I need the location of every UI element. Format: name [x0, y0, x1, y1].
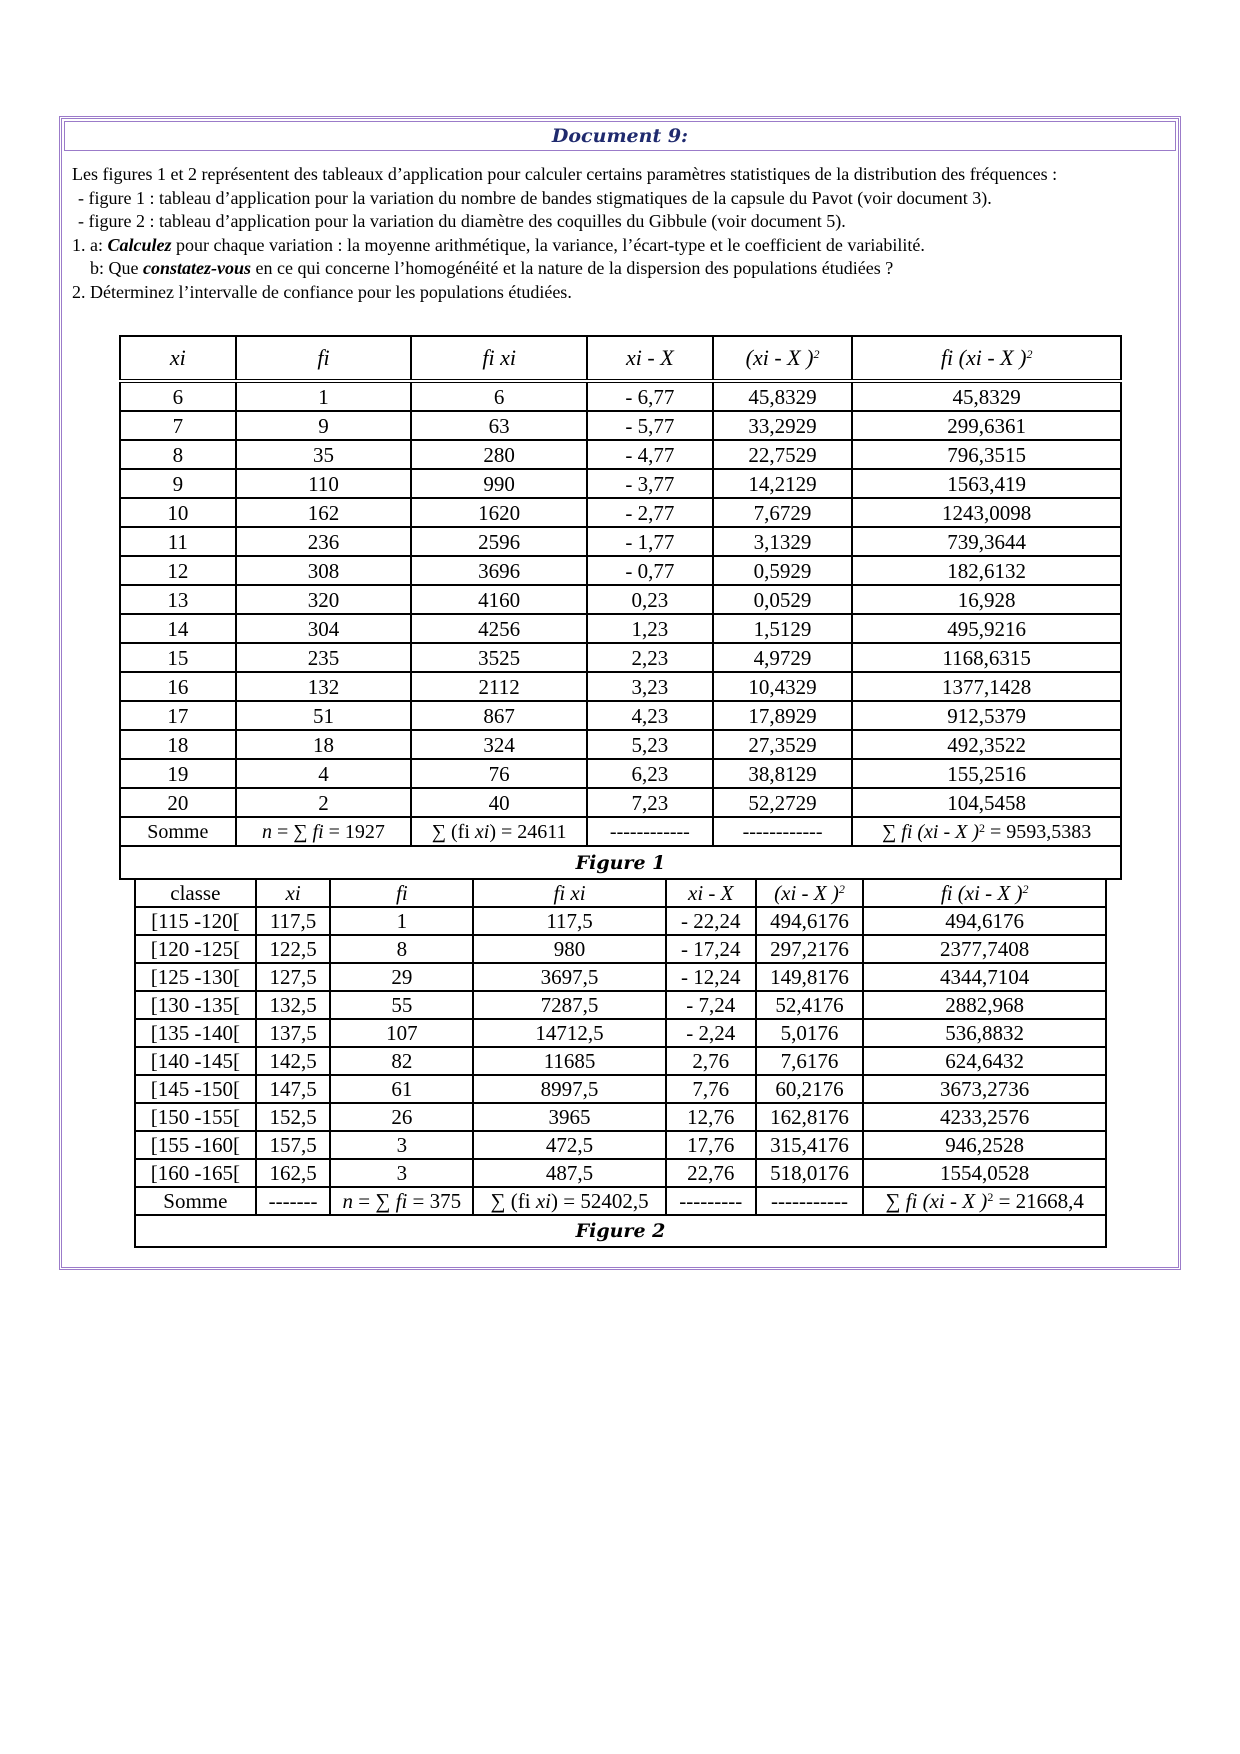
table-cell: 472,5	[473, 1131, 666, 1159]
figure2-caption-row	[135, 1215, 1106, 1247]
figure2-row	[135, 1159, 1106, 1187]
table-cell: 127,5	[256, 963, 331, 991]
question-1b-verb: constatez-vous	[143, 258, 251, 278]
table-cell: 17	[120, 701, 236, 730]
table-cell: 132	[236, 672, 412, 701]
header-cell	[863, 879, 1106, 907]
table-cell: 1620	[411, 498, 587, 527]
figure1-row	[120, 730, 1121, 759]
table-cell: 110	[236, 469, 412, 498]
table-cell: 3673,2736	[863, 1075, 1106, 1103]
figure1-table	[119, 335, 1122, 880]
figure2-row	[135, 963, 1106, 991]
table-cell: 157,5	[256, 1131, 331, 1159]
table-cell: 61	[330, 1075, 473, 1103]
figure1-row	[120, 585, 1121, 614]
exponent: 2	[1022, 882, 1029, 896]
table-cell: 182,6132	[852, 556, 1121, 585]
table-cell: 16,928	[852, 585, 1121, 614]
table-cell: 104,5458	[852, 788, 1121, 817]
question-1a-text: pour chaque variation : la moyenne arithmétique, la variance, l’écart-type et le coefficient de variabilité.	[171, 234, 925, 255]
table-cell: 2112	[411, 672, 587, 701]
figure1-row	[120, 469, 1121, 498]
table-cell: 739,3644	[852, 527, 1121, 556]
question-1b-prefix: b: Que	[90, 258, 143, 278]
table-cell: 38,8129	[713, 759, 853, 788]
exponent: 2	[1026, 347, 1033, 361]
sum-dash: -----------	[756, 1187, 864, 1215]
table-cell: 946,2528	[863, 1131, 1106, 1159]
table-cell: 6,23	[587, 759, 713, 788]
table-cell: 0,23	[587, 585, 713, 614]
table-cell: - 6,77	[587, 381, 713, 411]
table-cell: [160 -165[	[135, 1159, 256, 1187]
figure1-row	[120, 440, 1121, 469]
table-cell: 33,2929	[713, 411, 853, 440]
table-cell: 18	[236, 730, 412, 759]
table-cell: 5,0176	[756, 1019, 864, 1047]
document-title: Document 9:	[64, 121, 1176, 151]
table-cell: 304	[236, 614, 412, 643]
table-cell: 1554,0528	[863, 1159, 1106, 1187]
sum-variance-value: = 21668,4	[993, 1189, 1084, 1213]
table-cell: 6	[120, 381, 236, 411]
header-text: fi (xi - X )	[940, 345, 1027, 370]
table-cell: 4	[236, 759, 412, 788]
table-cell: 320	[236, 585, 412, 614]
table-cell: 912,5379	[852, 701, 1121, 730]
figure1-row	[120, 498, 1121, 527]
table-cell: 2596	[411, 527, 587, 556]
question-1a-verb: Calculez	[107, 234, 172, 255]
table-cell: 2,76	[666, 1047, 756, 1075]
question-1b	[72, 257, 1172, 281]
table-cell: 15	[120, 643, 236, 672]
sum-label: Somme	[120, 817, 236, 846]
table-cell: 2377,7408	[863, 935, 1106, 963]
sum-n	[236, 817, 412, 846]
figure2-row	[135, 1075, 1106, 1103]
sum-dash: ---------	[666, 1187, 756, 1215]
table-cell: 162,8176	[756, 1103, 864, 1131]
table-cell: 297,2176	[756, 935, 864, 963]
table-cell: 152,5	[256, 1103, 331, 1131]
header-text: fi (xi - X )	[940, 881, 1023, 905]
figure2-row	[135, 991, 1106, 1019]
document-intro	[72, 163, 1172, 304]
sum-label: Somme	[135, 1187, 256, 1215]
table-cell: 7	[120, 411, 236, 440]
figure1-row	[120, 411, 1121, 440]
sum-dash: -------	[256, 1187, 331, 1215]
table-cell: 9	[236, 411, 412, 440]
figure2-body	[135, 907, 1106, 1187]
table-cell: [125 -130[	[135, 963, 256, 991]
table-cell: 492,3522	[852, 730, 1121, 759]
figure2-row	[135, 935, 1106, 963]
table-cell: 990	[411, 469, 587, 498]
table-cell: 10	[120, 498, 236, 527]
sum-dash: ------------	[587, 817, 713, 846]
table-cell: 76	[411, 759, 587, 788]
table-cell: 624,6432	[863, 1047, 1106, 1075]
figure2-row	[135, 1103, 1106, 1131]
question-1a-prefix: 1. a:	[72, 234, 108, 255]
table-cell: 4233,2576	[863, 1103, 1106, 1131]
table-cell: [120 -125[	[135, 935, 256, 963]
table-cell: 536,8832	[863, 1019, 1106, 1047]
table-cell: 3	[330, 1159, 473, 1187]
table-cell: 3,1329	[713, 527, 853, 556]
figure1-row	[120, 614, 1121, 643]
table-cell: 52,4176	[756, 991, 864, 1019]
table-cell: 3,23	[587, 672, 713, 701]
figure2-row	[135, 1047, 1106, 1075]
header-cell: fi xi	[473, 879, 666, 907]
table-cell: 107	[330, 1019, 473, 1047]
table-cell: 122,5	[256, 935, 331, 963]
table-cell: 18	[120, 730, 236, 759]
table-cell: 1,5129	[713, 614, 853, 643]
table-cell: - 0,77	[587, 556, 713, 585]
table-cell: 487,5	[473, 1159, 666, 1187]
sum-fixi	[473, 1187, 666, 1215]
table-cell: 117,5	[256, 907, 331, 935]
table-cell: - 12,24	[666, 963, 756, 991]
sum-fixi	[411, 817, 587, 846]
table-cell: - 4,77	[587, 440, 713, 469]
table-cell: 3525	[411, 643, 587, 672]
table-cell: 11	[120, 527, 236, 556]
table-cell: 4,23	[587, 701, 713, 730]
table-cell: 8	[120, 440, 236, 469]
table-cell: 495,9216	[852, 614, 1121, 643]
sum-n-fi: fi	[312, 821, 324, 843]
sum-fixi-c: ) = 52402,5	[550, 1189, 649, 1213]
table-cell: 51	[236, 701, 412, 730]
table-cell: 11685	[473, 1047, 666, 1075]
table-cell: 29	[330, 963, 473, 991]
table-cell: 7287,5	[473, 991, 666, 1019]
table-cell: 27,3529	[713, 730, 853, 759]
header-cell	[852, 336, 1121, 381]
figure1-row	[120, 788, 1121, 817]
table-cell: 82	[330, 1047, 473, 1075]
table-cell: 13	[120, 585, 236, 614]
header-cell: fi	[330, 879, 473, 907]
table-cell: 63	[411, 411, 587, 440]
figure1-body	[120, 381, 1121, 817]
table-cell: 8	[330, 935, 473, 963]
table-cell: - 2,77	[587, 498, 713, 527]
header-cell: xi	[256, 879, 331, 907]
header-cell: xi - X	[587, 336, 713, 381]
table-cell: 3697,5	[473, 963, 666, 991]
table-cell: 17,76	[666, 1131, 756, 1159]
table-cell: 0,0529	[713, 585, 853, 614]
sum-n-var: n	[261, 821, 272, 843]
table-cell: - 2,24	[666, 1019, 756, 1047]
header-text: (xi - X )	[745, 345, 814, 370]
question-1b-text: en ce qui concerne l’homogénéité et la nature de la dispersion des populations étudiées ?	[251, 258, 894, 278]
exponent: 2	[979, 821, 986, 835]
table-cell: - 22,24	[666, 907, 756, 935]
sum-variance	[863, 1187, 1106, 1215]
figure2-sum-row	[135, 1187, 1106, 1215]
table-cell: 2882,968	[863, 991, 1106, 1019]
table-cell: 4256	[411, 614, 587, 643]
sum-n-fi: fi	[395, 1189, 408, 1213]
table-cell: [130 -135[	[135, 991, 256, 1019]
table-cell: 2	[236, 788, 412, 817]
exponent: 2	[813, 347, 820, 361]
sum-n	[330, 1187, 473, 1215]
figure1-caption-row	[120, 846, 1121, 879]
sum-n-value: = 375	[407, 1189, 462, 1213]
figure2-row	[135, 907, 1106, 935]
table-cell: - 5,77	[587, 411, 713, 440]
table-cell: [140 -145[	[135, 1047, 256, 1075]
table-cell: 5,23	[587, 730, 713, 759]
table-cell: 796,3515	[852, 440, 1121, 469]
table-cell: 280	[411, 440, 587, 469]
table-cell: 2,23	[587, 643, 713, 672]
table-cell: 6	[411, 381, 587, 411]
table-cell: 1,23	[587, 614, 713, 643]
table-cell: 324	[411, 730, 587, 759]
figure1-row	[120, 701, 1121, 730]
table-cell: [135 -140[	[135, 1019, 256, 1047]
header-text: (xi - X )	[774, 881, 839, 905]
table-cell: 137,5	[256, 1019, 331, 1047]
figure1-row	[120, 556, 1121, 585]
header-cell: fi xi	[411, 336, 587, 381]
table-cell: 147,5	[256, 1075, 331, 1103]
table-cell: 26	[330, 1103, 473, 1131]
table-cell: - 7,24	[666, 991, 756, 1019]
table-cell: 17,8929	[713, 701, 853, 730]
table-cell: 1	[236, 381, 412, 411]
sum-fixi-c: ) = 24611	[489, 821, 567, 843]
table-cell: 45,8329	[852, 381, 1121, 411]
table-cell: 1377,1428	[852, 672, 1121, 701]
table-cell: 8997,5	[473, 1075, 666, 1103]
table-cell: 315,4176	[756, 1131, 864, 1159]
header-cell: xi	[120, 336, 236, 381]
table-cell: 0,5929	[713, 556, 853, 585]
table-cell: 20	[120, 788, 236, 817]
table-cell: 22,76	[666, 1159, 756, 1187]
table-cell: 155,2516	[852, 759, 1121, 788]
table-cell: 14712,5	[473, 1019, 666, 1047]
table-cell: 45,8329	[713, 381, 853, 411]
figure1-sum-row	[120, 817, 1121, 846]
table-cell: 980	[473, 935, 666, 963]
table-cell: 308	[236, 556, 412, 585]
table-cell: 12	[120, 556, 236, 585]
table-cell: 4344,7104	[863, 963, 1106, 991]
exponent: 2	[987, 1190, 994, 1204]
table-cell: 14	[120, 614, 236, 643]
table-cell: 867	[411, 701, 587, 730]
table-cell: 19	[120, 759, 236, 788]
table-cell: 1	[330, 907, 473, 935]
table-cell: 7,23	[587, 788, 713, 817]
table-cell: 299,6361	[852, 411, 1121, 440]
table-cell: 52,2729	[713, 788, 853, 817]
table-cell: - 3,77	[587, 469, 713, 498]
figure2-row	[135, 1131, 1106, 1159]
header-cell	[713, 336, 853, 381]
table-cell: 55	[330, 991, 473, 1019]
table-cell: 162	[236, 498, 412, 527]
table-cell: 494,6176	[756, 907, 864, 935]
table-cell: 35	[236, 440, 412, 469]
table-cell: 142,5	[256, 1047, 331, 1075]
table-cell: 132,5	[256, 991, 331, 1019]
table-cell: 40	[411, 788, 587, 817]
figure2-header-row	[135, 879, 1106, 907]
sum-n-value: = 1927	[323, 821, 385, 843]
exponent: 2	[838, 882, 845, 896]
table-cell: 1168,6315	[852, 643, 1121, 672]
table-cell: 149,8176	[756, 963, 864, 991]
table-cell: 1243,0098	[852, 498, 1121, 527]
figure1-caption: Figure 1	[120, 846, 1121, 879]
header-cell: classe	[135, 879, 256, 907]
table-cell: 4,9729	[713, 643, 853, 672]
table-cell: - 17,24	[666, 935, 756, 963]
figure2-caption: Figure 2	[135, 1215, 1106, 1247]
table-cell: 117,5	[473, 907, 666, 935]
sum-fixi-b: xi	[474, 821, 490, 843]
table-cell: 7,6729	[713, 498, 853, 527]
table-cell: 14,2129	[713, 469, 853, 498]
figure1-row	[120, 643, 1121, 672]
intro-paragraph: Les figures 1 et 2 représentent des tableaux d’application pour calculer certains paramètres statistiques de la distribution des fréquences :	[72, 164, 1058, 184]
header-cell: xi - X	[666, 879, 756, 907]
table-cell: 7,76	[666, 1075, 756, 1103]
table-cell: 235	[236, 643, 412, 672]
table-cell: 3	[330, 1131, 473, 1159]
figure1-row	[120, 527, 1121, 556]
sum-n-op: = ∑	[353, 1189, 396, 1213]
sum-variance	[852, 817, 1121, 846]
table-cell: 9	[120, 469, 236, 498]
table-cell: 162,5	[256, 1159, 331, 1187]
header-cell	[756, 879, 864, 907]
question-1a	[72, 234, 1172, 258]
table-cell: 16	[120, 672, 236, 701]
table-cell: [150 -155[	[135, 1103, 256, 1131]
figure1-row	[120, 759, 1121, 788]
figure2-row	[135, 1019, 1106, 1047]
table-cell: [115 -120[	[135, 907, 256, 935]
figure1-row	[120, 381, 1121, 411]
sum-fixi-a: ∑ (fi	[431, 821, 475, 843]
question-2: 2. Déterminez l’intervalle de confiance pour les populations étudiées.	[72, 281, 572, 302]
table-cell: 60,2176	[756, 1075, 864, 1103]
header-cell: fi	[236, 336, 412, 381]
sum-n-op: = ∑	[271, 821, 313, 843]
figure1-header-row	[120, 336, 1121, 381]
sum-variance-expr: ∑ fi (xi - X )	[885, 1189, 988, 1213]
table-cell: 1563,419	[852, 469, 1121, 498]
intro-figure2-desc: - figure 2 : tableau d’application pour la variation du diamètre des coquilles du Gibbule (voir document 5).	[78, 211, 846, 231]
sum-n-var: n	[342, 1189, 354, 1213]
figure2-table	[134, 878, 1107, 1248]
table-cell: 22,7529	[713, 440, 853, 469]
table-cell: - 1,77	[587, 527, 713, 556]
sum-fixi-a: ∑ (fi	[490, 1189, 536, 1213]
table-cell: [145 -150[	[135, 1075, 256, 1103]
table-cell: 236	[236, 527, 412, 556]
sum-dash: ------------	[713, 817, 853, 846]
table-cell: 10,4329	[713, 672, 853, 701]
table-cell: 518,0176	[756, 1159, 864, 1187]
table-cell: 494,6176	[863, 907, 1106, 935]
table-cell: 3965	[473, 1103, 666, 1131]
table-cell: 4160	[411, 585, 587, 614]
sum-variance-value: = 9593,5383	[985, 821, 1092, 843]
table-cell: 12,76	[666, 1103, 756, 1131]
sum-variance-expr: ∑ fi (xi - X )	[882, 821, 980, 843]
table-cell: [155 -160[	[135, 1131, 256, 1159]
figure1-row	[120, 672, 1121, 701]
sum-fixi-b: xi	[535, 1189, 551, 1213]
intro-figure1-desc: - figure 1 : tableau d’application pour la variation du nombre de bandes stigmatiques de la capsule du Pavot (voir document 3).	[78, 187, 992, 208]
table-cell: 7,6176	[756, 1047, 864, 1075]
table-cell: 3696	[411, 556, 587, 585]
